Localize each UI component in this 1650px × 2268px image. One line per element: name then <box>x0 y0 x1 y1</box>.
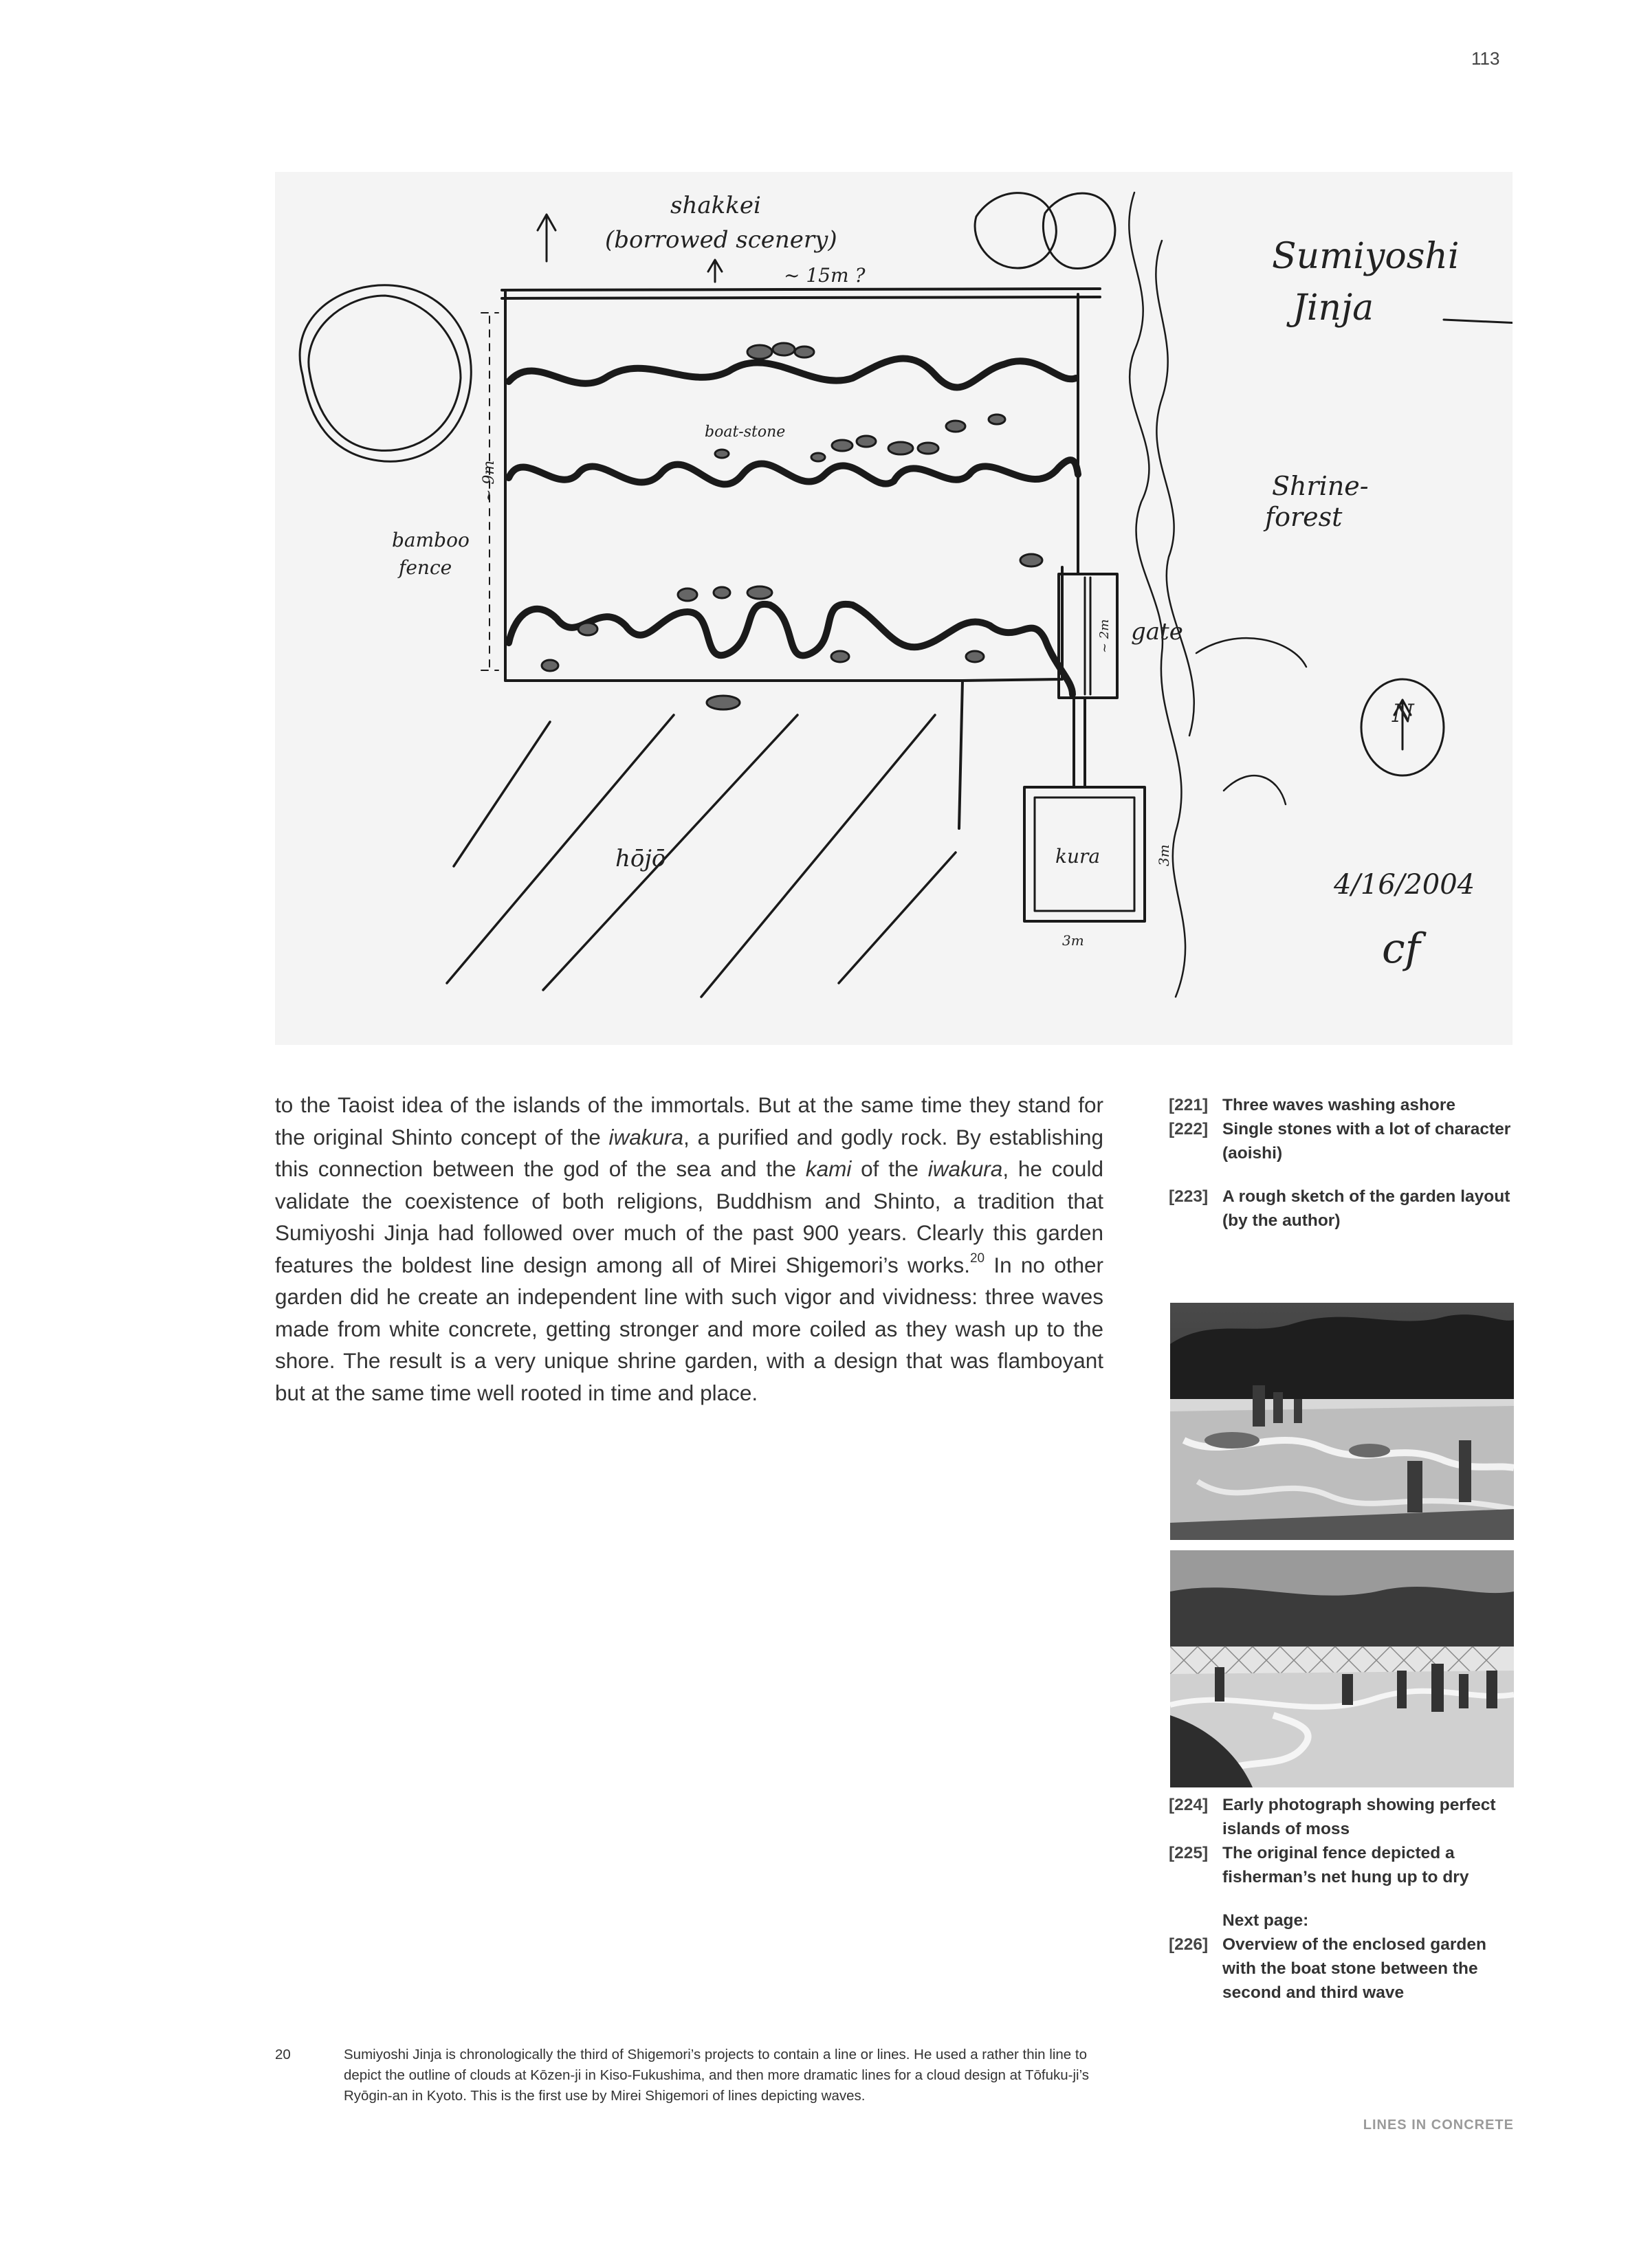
sketch-stones <box>542 343 1042 709</box>
sketch-label-shrine-forest-2: forest <box>1265 502 1343 532</box>
caption-226: [226] Overview of the enclosed garden with the boat stone between the second and third wave <box>1169 1935 1486 2002</box>
caption-223: [223] A rough sketch of the garden layout (by the author) <box>1169 1187 1510 1230</box>
caption-225: [225] The original fence depicted a fisherman’s net hung up to dry <box>1169 1844 1469 1886</box>
photo-original-fence <box>1170 1550 1514 1787</box>
term-iwakura: iwakura <box>927 1156 1003 1181</box>
sketch-label-kura: kura <box>1055 845 1101 868</box>
photo-moss-islands <box>1170 1303 1514 1540</box>
sketch-wave-2 <box>509 460 1078 484</box>
sketch-label-title-1: Sumiyoshi <box>1272 236 1460 277</box>
sketch-label-title-2: Jinja <box>1292 287 1374 329</box>
footnote-reference: 20 <box>969 1251 985 1266</box>
sketch-label-shrine-forest-1: Shrine- <box>1272 471 1369 501</box>
running-footer: LINES IN CONCRETE <box>1363 2117 1514 2133</box>
sketch-label-bamboo-2: fence <box>399 556 452 579</box>
sketch-label-gate: gate <box>1131 618 1183 646</box>
body-paragraph: to the Taoist idea of the islands of the immortals. But at the same time they stand for the original Shinto concept of the iwakura, a purified and godly rock. By establishing this connection between the god of the sea and the kami of the iwakura, he could validate the coexistence of both religions, Buddhism and Shinto, a tradition that Sumiyoshi Jinja had followed over much of the past 900 years. Clearly this garden features the boldest line design among all of Mirei Shigemori’s works.$^{20}$ In no other garden did he create an independent line with such vigor and vividness: three waves made from white concrete, getting stronger and more coiled as they wash up to the shore. The result is a very unique shrine garden, with a design that was flamboyant but at the same time well rooted in time and place. <box>275 1092 1103 1405</box>
sketch-label-north: N <box>1392 700 1414 728</box>
footnote-text: Sumiyoshi Jinja is chronologically the third of Shigemori’s projects to contain a line or lines. He used a rather thin line to depict the outline of clouds at Kōzen-ji in Kiso-Fukushima, and then more dramatic lines for a cloud design at Tōfuku-ji’s Ryōgin-an in Kyoto. This is the first use by Mirei Shigemori of lines depicting waves. <box>344 2047 1090 2104</box>
term-iwakura: iwakura <box>608 1124 684 1149</box>
sketch-label-width: ~ 15m ? <box>784 264 866 287</box>
captions-top <box>1169 1093 1519 1233</box>
sketch-trees <box>300 192 1306 997</box>
sketch-label-depth: ~ 9m <box>481 460 498 502</box>
sketch-label-kura-dim-w: 3m <box>1062 932 1084 949</box>
sketch-label-bamboo-1: bamboo <box>392 529 470 551</box>
sketch-label-date: 4/16/2004 <box>1334 869 1475 901</box>
caption-221: [221] Three waves washing ashore <box>1169 1096 1456 1114</box>
sketch-label-hojo: hōjō <box>615 845 666 872</box>
caption-224: [224] Early photograph showing perfect islands of moss <box>1169 1796 1496 1838</box>
sketch-label-borrowed-scenery: (borrowed scenery) <box>605 226 837 254</box>
sketch-label-boat-stone: boat-stone <box>705 423 786 441</box>
sketch-wave-1 <box>509 359 1076 388</box>
sketch-hojo-hatching <box>447 715 956 997</box>
term-kami: kami <box>805 1156 852 1181</box>
footnote-number: 20 <box>275 2047 291 2062</box>
sketch-label-gate-dim: ~ 2m <box>1097 619 1112 653</box>
sketch-hojo-outline <box>505 567 1062 828</box>
footnote <box>275 2045 1114 2106</box>
next-page-label: Next page: <box>1222 1911 1309 1930</box>
captions-bottom <box>1169 1793 1519 2005</box>
sketch-label-shakkei: shakkei <box>670 192 761 219</box>
page-number: 113 <box>1471 48 1500 69</box>
caption-222: [222] Single stones with a lot of character (aoishi) <box>1169 1120 1511 1163</box>
garden-layout-sketch <box>275 172 1512 1045</box>
sketch-top-border <box>502 289 1100 298</box>
sketch-label-kura-dim-h: 3m <box>1156 844 1172 866</box>
sketch-label-signature: cf <box>1382 925 1420 973</box>
